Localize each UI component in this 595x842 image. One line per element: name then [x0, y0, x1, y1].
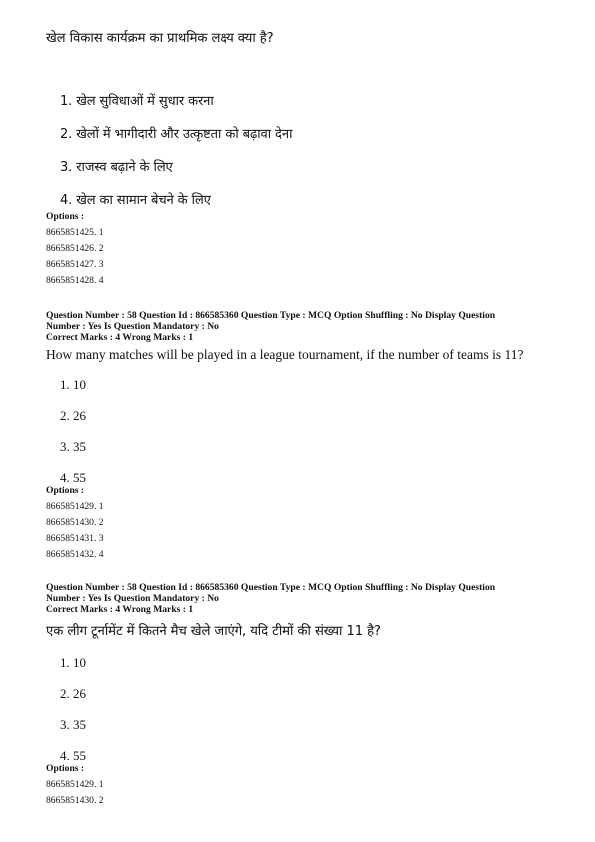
option-id: 8665851425. 1 — [46, 227, 104, 238]
question-meta — [46, 582, 556, 615]
question-meta — [46, 310, 556, 343]
question-text: एक लीग टूर्नामेंट में कितने मैच खेले जाएंगे, यदि टीमों की संख्या 11 है? — [46, 624, 381, 639]
choice-3: 3. 35 — [60, 717, 86, 732]
options-label: Options : — [46, 763, 85, 774]
question-text: खेल विकास कार्यक्रम का प्राथमिक लक्ष्य क्या है? — [46, 31, 274, 46]
choice-3: 3. राजस्व बढ़ाने के लिए — [60, 160, 173, 175]
choice-4: 4. 55 — [60, 470, 86, 485]
question-meta-line: Number : Yes Is Question Mandatory : No — [46, 321, 219, 332]
option-id: 8665851429. 1 — [46, 779, 104, 790]
question-meta-line: Number : Yes Is Question Mandatory : No — [46, 593, 219, 604]
options-label: Options : — [46, 485, 85, 496]
choice-4: 4. खेल का सामान बेचने के लिए — [60, 193, 211, 208]
marks-line: Correct Marks : 4 Wrong Marks : 1 — [46, 332, 194, 343]
choice-3: 3. 35 — [60, 439, 86, 454]
choice-2: 2. 26 — [60, 686, 86, 701]
choice-2: 2. 26 — [60, 408, 86, 423]
question-meta-line: Question Number : 58 Question Id : 866585360 Question Type : MCQ Option Shuffling : No Display Question — [46, 310, 496, 321]
choice-2: 2. खेलों में भागीदारी और उत्कृष्टता को बढ़ावा देना — [60, 127, 293, 142]
options-label: Options : — [46, 211, 85, 222]
option-id: 8665851426. 2 — [46, 243, 104, 254]
choice-1: 1. 10 — [60, 377, 86, 392]
choice-1: 1. खेल सुविधाओं में सुधार करना — [60, 94, 214, 109]
option-id: 8665851432. 4 — [46, 549, 104, 560]
option-id: 8665851427. 3 — [46, 259, 104, 270]
choice-4: 4. 55 — [60, 748, 86, 763]
option-id: 8665851428. 4 — [46, 275, 104, 286]
choice-1: 1. 10 — [60, 655, 86, 670]
question-meta-line: Question Number : 58 Question Id : 866585360 Question Type : MCQ Option Shuffling : No Display Question — [46, 582, 496, 593]
option-id: 8665851429. 1 — [46, 501, 104, 512]
option-id: 8665851430. 2 — [46, 795, 104, 806]
option-id: 8665851431. 3 — [46, 533, 104, 544]
marks-line: Correct Marks : 4 Wrong Marks : 1 — [46, 604, 194, 615]
question-text: How many matches will be played in a league tournament, if the number of teams is 11? — [46, 347, 524, 362]
option-id: 8665851430. 2 — [46, 517, 104, 528]
